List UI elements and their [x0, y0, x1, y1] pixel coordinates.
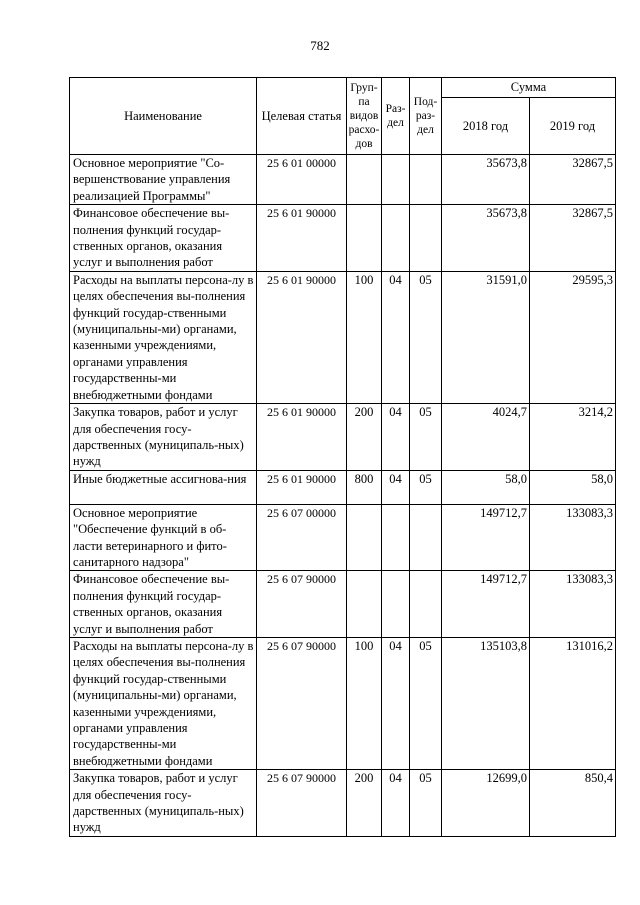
row-sum-2018: 35673,8 [442, 205, 530, 272]
row-target-article: 25 6 07 90000 [257, 770, 347, 837]
row-subsection [410, 571, 442, 638]
row-expense-group: 100 [347, 271, 382, 403]
row-name: Закупка товаров, работ и услуг для обеспечения госу-дарственных (муниципаль-ных) нужд [70, 404, 257, 471]
row-sum-2019: 32867,5 [530, 155, 616, 205]
row-sum-2019: 58,0 [530, 470, 616, 504]
row-section [382, 205, 410, 272]
row-expense-group: 800 [347, 470, 382, 504]
row-sum-2018: 31591,0 [442, 271, 530, 403]
row-expense-group: 100 [347, 637, 382, 769]
row-subsection [410, 504, 442, 571]
row-section [382, 155, 410, 205]
row-target-article: 25 6 01 90000 [257, 470, 347, 504]
row-expense-group [347, 205, 382, 272]
table-row [70, 155, 616, 205]
table-row [70, 271, 616, 403]
row-sum-2018: 149712,7 [442, 504, 530, 571]
row-target-article: 25 6 01 90000 [257, 205, 347, 272]
table-header [70, 78, 616, 155]
row-name: Расходы на выплаты персона-лу в целях обеспечения вы-полнения функций государ-ственными (муниципальны-ми) органами, казенными учреждениями, органами управления государственны-ми внебюджетными фондами [70, 637, 257, 769]
row-section: 04 [382, 770, 410, 837]
page-number: 782 [310, 38, 330, 53]
row-name: Основное мероприятие "Со-вершенствование управления реализацией Программы" [70, 155, 257, 205]
row-subsection [410, 205, 442, 272]
row-expense-group: 200 [347, 404, 382, 471]
row-section: 04 [382, 637, 410, 769]
row-target-article: 25 6 07 00000 [257, 504, 347, 571]
table-row [70, 637, 616, 769]
table-row [70, 504, 616, 571]
header-name: Наименование [70, 78, 257, 155]
row-sum-2018: 35673,8 [442, 155, 530, 205]
header-subsection: Под-раз-дел [410, 78, 442, 155]
row-sum-2019: 29595,3 [530, 271, 616, 403]
row-expense-group: 200 [347, 770, 382, 837]
header-year-2018: 2018 год [442, 98, 530, 155]
row-expense-group [347, 504, 382, 571]
row-name: Финансовое обеспечение вы-полнения функций государ-ственных органов, оказания услуг и выполнения работ [70, 571, 257, 638]
row-subsection: 05 [410, 404, 442, 471]
row-name: Иные бюджетные ассигнова-ния [70, 470, 257, 504]
row-section: 04 [382, 271, 410, 403]
row-name: Основное мероприятие "Обеспечение функций в об-ласти ветеринарного и фито-санитарного надзора" [70, 504, 257, 571]
row-subsection: 05 [410, 637, 442, 769]
row-name: Закупка товаров, работ и услуг для обеспечения госу-дарственных (муниципаль-ных) нужд [70, 770, 257, 837]
row-subsection: 05 [410, 271, 442, 403]
row-section: 04 [382, 470, 410, 504]
header-expense-group: Груп-па видов расхо-дов [347, 78, 382, 155]
row-sum-2018: 4024,7 [442, 404, 530, 471]
row-expense-group [347, 155, 382, 205]
table-row [70, 770, 616, 837]
row-sum-2019: 3214,2 [530, 404, 616, 471]
row-section [382, 571, 410, 638]
row-name: Расходы на выплаты персона-лу в целях обеспечения вы-полнения функций государ-ственными (муниципальны-ми) органами, казенными учреждениями, органами управления государственны-ми внебюджетными фондами [70, 271, 257, 403]
row-section [382, 504, 410, 571]
row-sum-2018: 135103,8 [442, 637, 530, 769]
row-subsection: 05 [410, 470, 442, 504]
row-sum-2019: 131016,2 [530, 637, 616, 769]
row-target-article: 25 6 01 00000 [257, 155, 347, 205]
row-target-article: 25 6 07 90000 [257, 637, 347, 769]
row-target-article: 25 6 01 90000 [257, 404, 347, 471]
row-sum-2018: 58,0 [442, 470, 530, 504]
budget-table [69, 77, 616, 837]
row-subsection [410, 155, 442, 205]
table-row [70, 470, 616, 504]
table-row [70, 571, 616, 638]
row-target-article: 25 6 01 90000 [257, 271, 347, 403]
row-sum-2018: 149712,7 [442, 571, 530, 638]
header-year-2019: 2019 год [530, 98, 616, 155]
row-sum-2019: 133083,3 [530, 504, 616, 571]
table-row [70, 404, 616, 471]
row-section: 04 [382, 404, 410, 471]
row-expense-group [347, 571, 382, 638]
row-sum-2019: 850,4 [530, 770, 616, 837]
row-sum-2018: 12699,0 [442, 770, 530, 837]
table-body [70, 155, 616, 837]
row-sum-2019: 32867,5 [530, 205, 616, 272]
row-subsection: 05 [410, 770, 442, 837]
row-sum-2019: 133083,3 [530, 571, 616, 638]
header-sum: Сумма [442, 78, 616, 98]
row-target-article: 25 6 07 90000 [257, 571, 347, 638]
table-row [70, 205, 616, 272]
row-name: Финансовое обеспечение вы-полнения функций государ-ственных органов, оказания услуг и выполнения работ [70, 205, 257, 272]
header-target-article: Целевая статья [257, 78, 347, 155]
header-section: Раз-дел [382, 78, 410, 155]
